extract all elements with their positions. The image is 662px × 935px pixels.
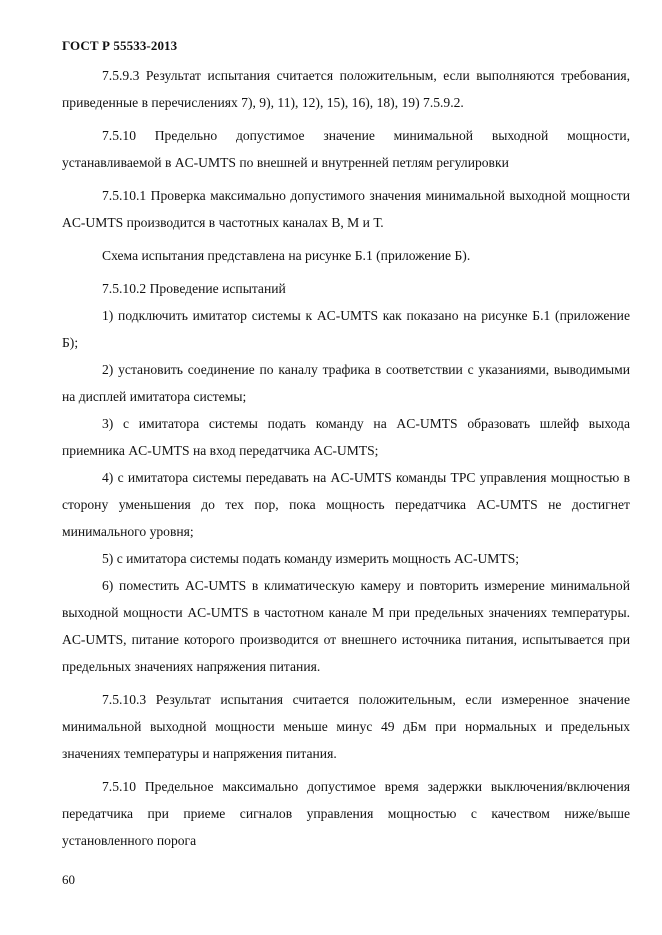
list-item-5: 5) с имитатора системы подать команду измерить мощность AC-UMTS; [102, 551, 520, 566]
page-number: 60 [62, 872, 75, 887]
paragraph-7-5-9-3-result: 7.5.9.3 Результат испытания считается положительным, если выполняются требования, приведенные в перечислениях 7), 9), 11), 12), 15), 16), 18), 19) 7.5.9.2. [62, 68, 630, 110]
paragraph-7-5-10-3-result: 7.5.10.3 Результат испытания считается положительным, если измеренное значение минимальной выходной мощности меньше минус 49 дБм при нормальных и предельных значениях температуры и напряжения питания. [62, 692, 630, 761]
list-item-6: 6) поместить AC-UMTS в климатическую камеру и повторить измерение минимальной выходной мощности AC-UMTS в частотном канале М при предельных значениях температуры. AC-UMTS, питание которого производится от внешнего источника питания, испытывается при предельных значениях напряжения питания. [62, 578, 630, 674]
document-body [62, 62, 630, 854]
paragraph-7-5-10-title: 7.5.10 Предельно допустимое значение минимальной выходной мощности, устанавливаемой в AC-UMTS по внешней и внутренней петлям регулировки [62, 128, 630, 170]
list-item-4: 4) с имитатора системы передавать на AC-UMTS команды TPC управления мощностью в сторону уменьшения до тех пор, пока мощность передатчика AC-UMTS не достигнет минимального уровня; [62, 470, 630, 539]
list-item-2: 2) установить соединение по каналу трафика в соответствии с указаниями, выводимыми на дисплей имитатора системы; [62, 362, 630, 404]
paragraph-7-5-10-2: 7.5.10.2 Проведение испытаний [102, 281, 286, 296]
paragraph-7-5-10-delay-title: 7.5.10 Предельное максимально допустимое время задержки выключения/включения передатчика при приеме сигналов управления мощностью с качеством ниже/выше установленного порога [62, 779, 630, 848]
list-item-1: 1) подключить имитатор системы к AC-UMTS как показано на рисунке Б.1 (приложение Б); [62, 308, 630, 350]
document-code-header: ГОСТ Р 55533-2013 [62, 38, 178, 53]
paragraph-test-scheme: Схема испытания представлена на рисунке Б.1 (приложение Б). [102, 248, 471, 263]
paragraph-7-5-10-1: 7.5.10.1 Проверка максимально допустимого значения минимальной выходной мощности AC-UMTS производится в частотных каналах В, М и Т. [62, 188, 630, 230]
list-item-3: 3) с имитатора системы подать команду на AC-UMTS образовать шлейф выхода приемника AC-UMTS на вход передатчика AC-UMTS; [62, 416, 630, 458]
